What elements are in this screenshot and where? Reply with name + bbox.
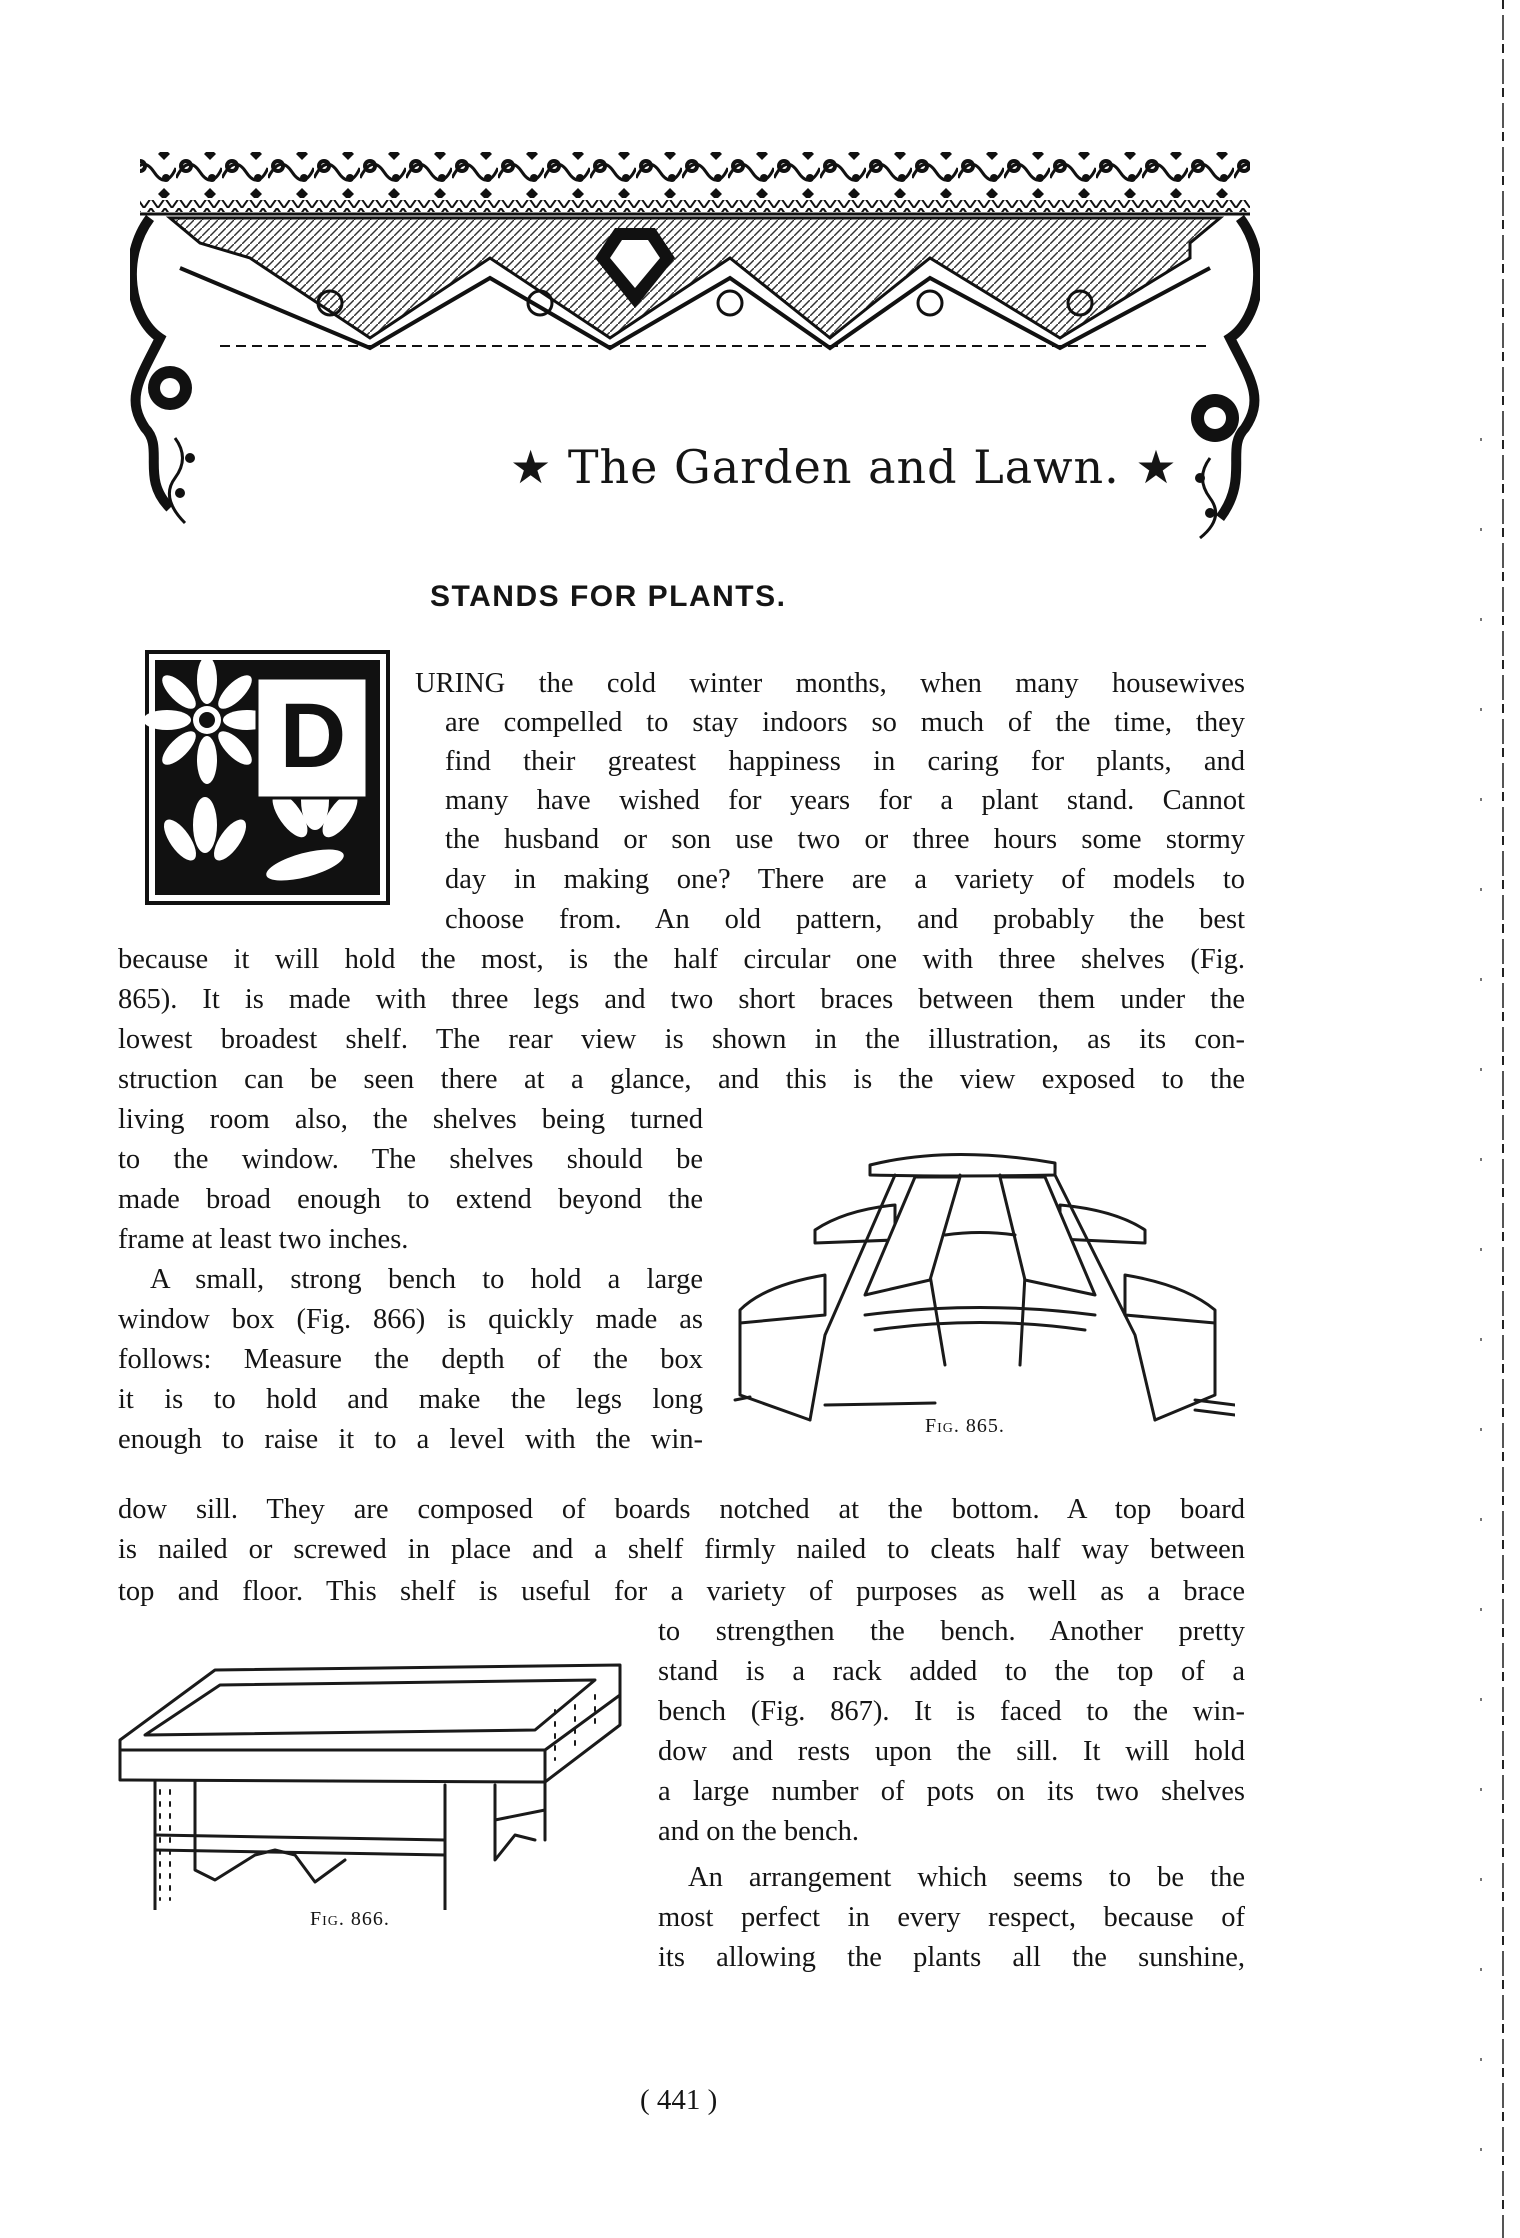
figure-865-caption: Fig. 865. xyxy=(925,1415,1005,1437)
drop-cap-panel xyxy=(145,650,390,905)
text-line: its allowing the plants all the sunshine, xyxy=(658,1942,1245,1973)
text-line: the husband or son use two or three hours some stormy xyxy=(445,824,1245,855)
text-line: frame at least two inches. xyxy=(118,1224,409,1255)
text-line: to the window. The shelves should be xyxy=(118,1144,703,1175)
text-line: enough to raise it to a level with the win- xyxy=(118,1424,703,1455)
text-line: it is to hold and make the legs long xyxy=(118,1384,703,1415)
text-line: many have wished for years for a plant stand. Cannot xyxy=(445,785,1245,816)
figure-865 xyxy=(715,1135,1235,1445)
section-title: STANDS FOR PLANTS. xyxy=(430,580,787,613)
text-line: stand is a rack added to the top of a xyxy=(658,1656,1245,1687)
text-line: living room also, the shelves being turned xyxy=(118,1104,703,1135)
text-line: window box (Fig. 866) is quickly made as xyxy=(118,1304,703,1335)
text-line: choose from. An old pattern, and probably the best xyxy=(445,904,1245,935)
window-box-bench-illustration xyxy=(115,1650,635,1910)
figure-866 xyxy=(115,1650,635,1950)
text-line: A small, strong bench to hold a large xyxy=(150,1264,703,1295)
text-line: because it will hold the most, is the half circular one with three shelves (Fig. xyxy=(118,944,1245,975)
drop-cap-letter: D xyxy=(279,685,347,787)
text-line: dow sill. They are composed of boards notched at the bottom. A top board xyxy=(118,1494,1245,1525)
page-edge-line xyxy=(1502,0,1504,2238)
plant-stand-illustration xyxy=(715,1135,1235,1445)
text-line: lowest broadest shelf. The rear view is shown in the illustration, as its con- xyxy=(118,1024,1245,1055)
figure-866-caption: Fig. 866. xyxy=(310,1908,390,1930)
text-line: URING the cold winter months, when many housewives xyxy=(415,668,1245,699)
text-line: to strengthen the bench. Another pretty xyxy=(658,1616,1245,1647)
text-line: top and floor. This shelf is useful for a variety of purposes as well as a brace xyxy=(118,1576,1245,1607)
text-line: struction can be seen there at a glance, and this is the view exposed to the xyxy=(118,1064,1245,1095)
text-line: most perfect in every respect, because of xyxy=(658,1902,1245,1933)
text-line: bench (Fig. 867). It is faced to the win- xyxy=(658,1696,1245,1727)
text-line: find their greatest happiness in caring for plants, and xyxy=(445,746,1245,777)
text-line: made broad enough to extend beyond the xyxy=(118,1184,703,1215)
text-line: a large number of pots on its two shelves xyxy=(658,1776,1245,1807)
text-line: day in making one? There are a variety of models to xyxy=(445,864,1245,895)
text-line: are compelled to stay indoors so much of the time, they xyxy=(445,707,1245,738)
header-title: ★ The Garden and Lawn. ★ xyxy=(510,440,1178,494)
text-line: is nailed or screwed in place and a shelf firmly nailed to cleats half way between xyxy=(118,1534,1245,1565)
page-edge-marks xyxy=(1480,400,1482,2200)
text-line: and on the bench. xyxy=(658,1816,860,1847)
text-line: follows: Measure the depth of the box xyxy=(118,1344,703,1375)
ornamental-header xyxy=(130,148,1260,548)
page-number: ( 441 ) xyxy=(640,2084,718,2116)
text-line: An arrangement which seems to be the xyxy=(688,1862,1245,1893)
text-line: dow and rests upon the sill. It will hold xyxy=(658,1736,1245,1767)
text-line: 865). It is made with three legs and two short braces between them under the xyxy=(118,984,1245,1015)
